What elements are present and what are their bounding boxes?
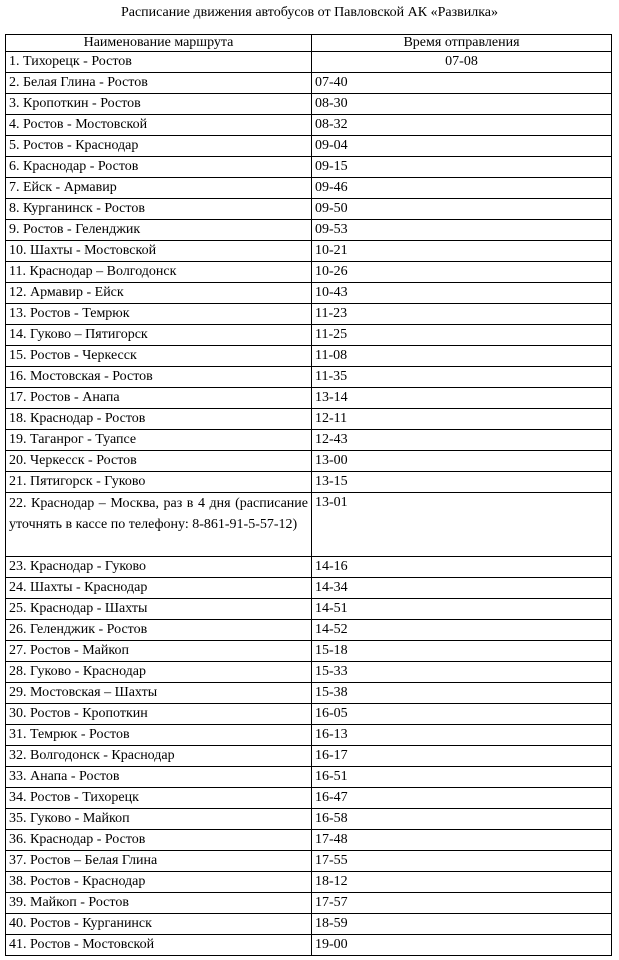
departure-time-cell: 16-17 bbox=[312, 746, 612, 767]
table-row bbox=[6, 304, 612, 325]
table-row bbox=[6, 94, 612, 115]
table-row bbox=[6, 893, 612, 914]
departure-time-cell: 13-01 bbox=[312, 493, 612, 557]
departure-time-cell: 17-48 bbox=[312, 830, 612, 851]
route-name-cell: 17. Ростов - Анапа bbox=[6, 388, 312, 409]
table-row bbox=[6, 409, 612, 430]
route-name-cell: 20. Черкесск - Ростов bbox=[6, 451, 312, 472]
route-name-cell: 8. Курганинск - Ростов bbox=[6, 199, 312, 220]
table-row bbox=[6, 52, 612, 73]
departure-time-cell: 07-08 bbox=[312, 52, 612, 73]
table-row bbox=[6, 914, 612, 935]
route-name-cell: 31. Темрюк - Ростов bbox=[6, 725, 312, 746]
route-name-cell: 35. Гуково - Майкоп bbox=[6, 809, 312, 830]
departure-time-cell: 11-25 bbox=[312, 325, 612, 346]
table-row bbox=[6, 178, 612, 199]
departure-time-cell: 14-51 bbox=[312, 599, 612, 620]
departure-time-cell: 16-47 bbox=[312, 788, 612, 809]
route-name-cell: 16. Мостовская - Ростов bbox=[6, 367, 312, 388]
table-row bbox=[6, 283, 612, 304]
departure-time-cell: 11-08 bbox=[312, 346, 612, 367]
table-row bbox=[6, 641, 612, 662]
table-row bbox=[6, 388, 612, 409]
table-row bbox=[6, 115, 612, 136]
table-row bbox=[6, 241, 612, 262]
route-name-cell: 30. Ростов - Кропоткин bbox=[6, 704, 312, 725]
route-name-cell: 11. Краснодар – Волгодонск bbox=[6, 262, 312, 283]
route-name-cell: 7. Ейск - Армавир bbox=[6, 178, 312, 199]
route-name-cell: 39. Майкоп - Ростов bbox=[6, 893, 312, 914]
departure-time-cell: 16-13 bbox=[312, 725, 612, 746]
route-name-cell: 29. Мостовская – Шахты bbox=[6, 683, 312, 704]
table-row bbox=[6, 325, 612, 346]
table-row bbox=[6, 220, 612, 241]
route-name-cell: 2. Белая Глина - Ростов bbox=[6, 73, 312, 94]
departure-time-cell: 17-55 bbox=[312, 851, 612, 872]
departure-time-cell: 09-04 bbox=[312, 136, 612, 157]
departure-time-cell: 15-38 bbox=[312, 683, 612, 704]
time-column-header: Время отправления bbox=[312, 35, 612, 52]
table-row bbox=[6, 683, 612, 704]
route-name-cell: 10. Шахты - Мостовской bbox=[6, 241, 312, 262]
departure-time-cell: 07-40 bbox=[312, 73, 612, 94]
table-row bbox=[6, 430, 612, 451]
departure-time-cell: 16-58 bbox=[312, 809, 612, 830]
table-header-row bbox=[6, 35, 612, 52]
route-name-cell: 22. Краснодар – Москва, раз в 4 дня (расписание уточнять в кассе по телефону: 8-861-91-5-57-12) bbox=[6, 493, 312, 557]
departure-time-cell: 19-00 bbox=[312, 935, 612, 956]
departure-time-cell: 13-00 bbox=[312, 451, 612, 472]
table-row bbox=[6, 851, 612, 872]
departure-time-cell: 12-11 bbox=[312, 409, 612, 430]
departure-time-cell: 09-15 bbox=[312, 157, 612, 178]
table-row bbox=[6, 809, 612, 830]
route-name-cell: 13. Ростов - Темрюк bbox=[6, 304, 312, 325]
table-row bbox=[6, 620, 612, 641]
departure-time-cell: 16-05 bbox=[312, 704, 612, 725]
departure-time-cell: 11-23 bbox=[312, 304, 612, 325]
schedule-table bbox=[5, 34, 612, 956]
route-name-cell: 15. Ростов - Черкесск bbox=[6, 346, 312, 367]
departure-time-cell: 14-52 bbox=[312, 620, 612, 641]
route-name-cell: 18. Краснодар - Ростов bbox=[6, 409, 312, 430]
schedule-body bbox=[6, 52, 612, 956]
table-row bbox=[6, 935, 612, 956]
table-row bbox=[6, 599, 612, 620]
route-name-cell: 9. Ростов - Геленджик bbox=[6, 220, 312, 241]
table-row bbox=[6, 367, 612, 388]
route-name-cell: 1. Тихорецк - Ростов bbox=[6, 52, 312, 73]
route-name-cell: 12. Армавир - Ейск bbox=[6, 283, 312, 304]
route-name-cell: 28. Гуково - Краснодар bbox=[6, 662, 312, 683]
departure-time-cell: 09-50 bbox=[312, 199, 612, 220]
route-name-cell: 36. Краснодар - Ростов bbox=[6, 830, 312, 851]
departure-time-cell: 10-43 bbox=[312, 283, 612, 304]
table-row bbox=[6, 472, 612, 493]
table-row bbox=[6, 73, 612, 94]
table-row bbox=[6, 704, 612, 725]
departure-time-cell: 13-14 bbox=[312, 388, 612, 409]
table-row bbox=[6, 746, 612, 767]
table-row bbox=[6, 725, 612, 746]
table-row bbox=[6, 451, 612, 472]
table-row bbox=[6, 662, 612, 683]
table-row bbox=[6, 872, 612, 893]
departure-time-cell: 14-34 bbox=[312, 578, 612, 599]
route-name-cell: 25. Краснодар - Шахты bbox=[6, 599, 312, 620]
route-name-cell: 26. Геленджик - Ростов bbox=[6, 620, 312, 641]
table-row bbox=[6, 557, 612, 578]
route-name-cell: 23. Краснодар - Гуково bbox=[6, 557, 312, 578]
table-row bbox=[6, 262, 612, 283]
table-row bbox=[6, 136, 612, 157]
departure-time-cell: 08-30 bbox=[312, 94, 612, 115]
departure-time-cell: 08-32 bbox=[312, 115, 612, 136]
departure-time-cell: 18-59 bbox=[312, 914, 612, 935]
route-name-cell: 34. Ростов - Тихорецк bbox=[6, 788, 312, 809]
departure-time-cell: 16-51 bbox=[312, 767, 612, 788]
route-name-cell: 4. Ростов - Мостовской bbox=[6, 115, 312, 136]
route-name-cell: 32. Волгодонск - Краснодар bbox=[6, 746, 312, 767]
route-name-cell: 37. Ростов – Белая Глина bbox=[6, 851, 312, 872]
route-name-cell: 41. Ростов - Мостовской bbox=[6, 935, 312, 956]
route-name-cell: 33. Анапа - Ростов bbox=[6, 767, 312, 788]
route-name-cell: 24. Шахты - Краснодар bbox=[6, 578, 312, 599]
table-row bbox=[6, 830, 612, 851]
table-row bbox=[6, 767, 612, 788]
table-row bbox=[6, 578, 612, 599]
departure-time-cell: 18-12 bbox=[312, 872, 612, 893]
route-name-cell: 14. Гуково – Пятигорск bbox=[6, 325, 312, 346]
departure-time-cell: 10-21 bbox=[312, 241, 612, 262]
departure-time-cell: 09-53 bbox=[312, 220, 612, 241]
departure-time-cell: 15-18 bbox=[312, 641, 612, 662]
table-row bbox=[6, 493, 612, 557]
departure-time-cell: 17-57 bbox=[312, 893, 612, 914]
route-name-cell: 27. Ростов - Майкоп bbox=[6, 641, 312, 662]
departure-time-cell: 11-35 bbox=[312, 367, 612, 388]
table-row bbox=[6, 788, 612, 809]
route-name-cell: 21. Пятигорск - Гуково bbox=[6, 472, 312, 493]
route-column-header: Наименование маршрута bbox=[6, 35, 312, 52]
route-name-cell: 38. Ростов - Краснодар bbox=[6, 872, 312, 893]
route-name-cell: 40. Ростов - Курганинск bbox=[6, 914, 312, 935]
departure-time-cell: 15-33 bbox=[312, 662, 612, 683]
departure-time-cell: 10-26 bbox=[312, 262, 612, 283]
departure-time-cell: 09-46 bbox=[312, 178, 612, 199]
route-name-cell: 5. Ростов - Краснодар bbox=[6, 136, 312, 157]
route-name-cell: 19. Таганрог - Туапсе bbox=[6, 430, 312, 451]
table-row bbox=[6, 199, 612, 220]
departure-time-cell: 14-16 bbox=[312, 557, 612, 578]
departure-time-cell: 12-43 bbox=[312, 430, 612, 451]
route-name-cell: 6. Краснодар - Ростов bbox=[6, 157, 312, 178]
departure-time-cell: 13-15 bbox=[312, 472, 612, 493]
table-row bbox=[6, 157, 612, 178]
page-title: Расписание движения автобусов от Павловской АК «Развилка» bbox=[120, 5, 499, 20]
route-name-cell: 3. Кропоткин - Ростов bbox=[6, 94, 312, 115]
table-row bbox=[6, 346, 612, 367]
